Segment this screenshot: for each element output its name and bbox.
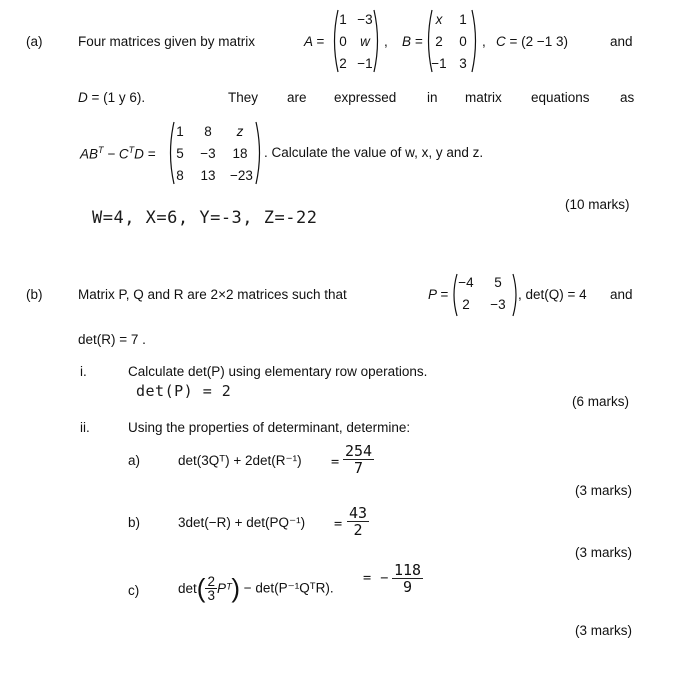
- result-matrix-cell: −3: [200, 146, 216, 161]
- word: are: [287, 90, 307, 105]
- matrix-c: C = (2 −1 3): [496, 34, 569, 49]
- result-matrix-cell: 5: [176, 146, 184, 161]
- matrix-p-cell: 5: [494, 275, 502, 290]
- part-b-label: (b): [26, 287, 43, 302]
- word: matrix: [465, 90, 502, 105]
- matrix-a-cell: −1: [357, 56, 373, 71]
- item-ii-c-marks: (3 marks): [575, 623, 632, 638]
- word: equations: [531, 90, 590, 105]
- matrix-a: [330, 8, 382, 74]
- matrix-b-cell: 2: [435, 34, 443, 49]
- comma: ,: [384, 34, 388, 49]
- item-ii-c-handwritten-answer: 118 9: [394, 561, 422, 596]
- det-r: det(R) = 7 .: [78, 332, 146, 347]
- part-a-instruction: . Calculate the value of w, x, y and z.: [264, 145, 484, 160]
- item-ii-a-answer-eq: =: [331, 454, 340, 470]
- item-ii-a-label: a): [128, 453, 141, 468]
- item-ii-a-expression: det(3Qᵀ) + 2det(R⁻¹): [178, 453, 302, 468]
- word: in: [427, 90, 438, 105]
- item-ii-a-marks: (3 marks): [575, 483, 632, 498]
- word: They: [228, 90, 259, 105]
- matrix-a-cell: 0: [339, 34, 347, 49]
- matrix-p: [450, 272, 520, 318]
- item-ii-c-expression: det( $\frac{2}{3}$ Pᵀ) − det(P⁻¹QᵀR).: [178, 573, 334, 603]
- result-matrix-cell: 8: [204, 124, 212, 139]
- matrix-b-cell: −1: [431, 56, 447, 71]
- part-a-label: (a): [26, 34, 43, 49]
- item-ii-b-handwritten-answer: 43 2: [349, 504, 368, 539]
- and-text: and: [610, 34, 633, 49]
- matrix-a-name: A =: [304, 34, 325, 49]
- matrix-b-cell: 3: [459, 56, 467, 71]
- matrix-a-cell: −3: [357, 12, 373, 27]
- matrix-p-cell: 2: [462, 297, 470, 312]
- matrix-b-cell: x: [435, 12, 443, 27]
- result-matrix-cell: 1: [176, 124, 184, 139]
- item-ii-b-answer-eq: =: [334, 516, 343, 532]
- result-matrix: [166, 120, 264, 186]
- matrix-b-cell: 0: [459, 34, 467, 49]
- item-i-marks: (6 marks): [572, 394, 629, 409]
- comma: ,: [482, 34, 486, 49]
- matrix-b-name: B =: [402, 34, 423, 49]
- matrix-a-cell: w: [360, 34, 370, 49]
- and-text: and: [610, 287, 633, 302]
- word: as: [620, 90, 635, 105]
- matrix-p-cell: −3: [490, 297, 506, 312]
- result-matrix-cell: z: [236, 124, 244, 139]
- result-matrix-cell: 13: [200, 168, 216, 183]
- matrix-b: [424, 8, 480, 74]
- part-a-intro: Four matrices given by matrix: [78, 34, 256, 49]
- item-ii-a-handwritten-answer: 254 7: [345, 442, 373, 477]
- det-q: , det(Q) = 4: [518, 287, 587, 302]
- matrix-p-name: P =: [428, 287, 449, 302]
- item-ii-b-marks: (3 marks): [575, 545, 632, 560]
- fraction-two-thirds: $\frac{2}{3}$: [207, 574, 215, 603]
- matrix-d: D = (1 y 6).: [78, 90, 146, 105]
- item-i-label: i.: [80, 364, 87, 379]
- part-a-marks: (10 marks): [565, 197, 630, 212]
- result-matrix-cell: 8: [176, 168, 184, 183]
- matrix-p-cell: −4: [458, 275, 474, 290]
- equation-lhs: $AB^T - C^TD$ =: [80, 145, 156, 162]
- item-ii-c-answer-eq: = −: [363, 570, 389, 586]
- item-ii-label: ii.: [80, 420, 90, 435]
- word: expressed: [334, 90, 397, 105]
- result-matrix-cell: 18: [232, 146, 248, 161]
- part-b-intro: Matrix P, Q and R are 2×2 matrices such that: [78, 287, 347, 302]
- matrix-a-cell: 2: [339, 56, 347, 71]
- item-ii-text: Using the properties of determinant, determine:: [128, 420, 411, 435]
- item-i-handwritten-answer: det(P) = 2: [136, 382, 232, 400]
- matrix-b-cell: 1: [459, 12, 467, 27]
- matrix-a-cell: 1: [339, 12, 347, 27]
- item-i-text: Calculate det(P) using elementary row operations.: [128, 364, 428, 379]
- item-ii-b-label: b): [128, 515, 141, 530]
- result-matrix-cell: −23: [230, 168, 253, 183]
- item-ii-c-label: c): [128, 583, 140, 598]
- part-a-handwritten-answer: W=4, X=6, Y=-3, Z=-22: [92, 208, 318, 228]
- item-ii-b-expression: 3det(−R) + det(PQ⁻¹): [178, 515, 306, 530]
